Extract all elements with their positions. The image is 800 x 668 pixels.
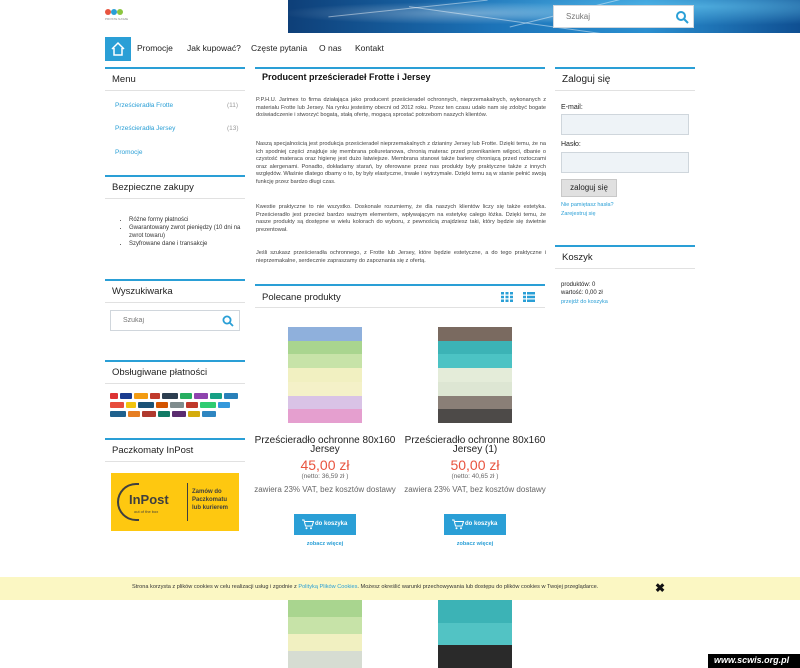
- inpost-logo-sub: out of the box: [134, 509, 159, 514]
- cart-product-count: produktów: 0: [561, 282, 596, 288]
- password-label: Hasło:: [561, 141, 581, 148]
- product-image-stripe: [438, 409, 512, 423]
- product-image-stripe: [438, 354, 512, 368]
- product-image-stripe: [288, 341, 362, 355]
- payment-logo: [170, 402, 184, 408]
- login-button[interactable]: zaloguj się: [561, 179, 617, 197]
- register-link[interactable]: Zarejestruj się: [561, 211, 596, 217]
- payment-logo: [200, 402, 216, 408]
- menu-box-title: Menu: [105, 67, 245, 91]
- product-price: 45,00 zł: [300, 457, 350, 473]
- recommended-title: Polecane produkty: [262, 292, 341, 303]
- header-search: [553, 5, 694, 28]
- nav-item-o-nas[interactable]: O nas: [319, 43, 342, 53]
- inpost-logo: InPost: [129, 492, 169, 507]
- payment-logo: [162, 393, 178, 399]
- product-image[interactable]: [438, 327, 512, 423]
- menu-item-frotte[interactable]: Prześcieradła Frotte: [115, 102, 174, 109]
- product-image[interactable]: [288, 327, 362, 423]
- product-image-stripe: [438, 623, 512, 646]
- see-more-link[interactable]: zobacz więcej: [456, 541, 494, 547]
- header-search-input[interactable]: [554, 6, 672, 27]
- parcel-box: [105, 438, 245, 538]
- product-image-stripe: [288, 409, 362, 423]
- content-paragraph: Kwestie praktyczne to nie wszystko. Doskonale rozumiemy, że dla naszych klientów liczy się także estetyka. Prześcieradło jest przecież bardzo ważnym elementem, wpływającym na estetykę całego łóżka. Dzięki temu, że nasze produkty są dostępne w wielu kolorach do wyboru, z pewnością znajdziesz taki, który będzie się świetnie prezentował.: [256, 204, 546, 233]
- payments-box: [105, 360, 245, 425]
- inpost-text: Zamów do Paczkomatu lub kurierem: [192, 489, 229, 511]
- product-image-stripe: [288, 600, 362, 617]
- password-field[interactable]: [561, 152, 689, 173]
- payment-logo: [150, 393, 160, 399]
- content-paragraph: Jeśli szukasz prześcieradła ochronnego, z Frotte lub Jersey, które będzie estetyczne, a do tego praktyczne i nieprzemakalne, serdecznie zapraszamy do zapoznania się z ofertą.: [256, 250, 546, 264]
- product-image-stripe: [438, 396, 512, 410]
- product-name[interactable]: Prześcieradło ochronne 80x160 Jersey (1): [404, 435, 546, 455]
- email-field[interactable]: [561, 114, 689, 135]
- product-vat: zawiera 23% VAT, bez kosztów dostawy: [254, 485, 396, 494]
- product-image-stripe: [438, 600, 512, 623]
- see-more-link[interactable]: zobacz więcej: [306, 541, 344, 547]
- product-image[interactable]: [288, 600, 362, 668]
- safe-shopping-box: [105, 175, 245, 265]
- product-image-stripe: [288, 327, 362, 341]
- cart-value: wartość: 0,00 zł: [561, 290, 603, 296]
- cookie-text-before: Strona korzysta z plików cookies w celu realizacji usług i zgodnie z: [132, 584, 297, 590]
- payment-logo: [172, 411, 186, 417]
- cookie-text: [132, 584, 598, 590]
- payment-logo: [126, 402, 136, 408]
- safe-shopping-item: • Szyfrowane dane i transakcje: [129, 240, 241, 248]
- payment-logo: [138, 402, 154, 408]
- payment-logo: [194, 393, 208, 399]
- logo-dot-green: [117, 9, 123, 15]
- site-logo[interactable]: [105, 9, 127, 23]
- payment-logo: [110, 402, 124, 408]
- product-image-stripe: [288, 651, 362, 668]
- header: [0, 0, 800, 34]
- product-image-stripe: [438, 382, 512, 396]
- product-image-stripe: [288, 368, 362, 382]
- cookie-bar: [0, 577, 800, 600]
- payment-logo: [180, 393, 192, 399]
- payments-box-title: Obsługiwane płatności: [105, 360, 245, 384]
- menu-item-jersey[interactable]: Prześcieradła Jersey: [115, 125, 176, 132]
- sidebar-search: [110, 310, 240, 331]
- safe-shopping-item: • Różne formy płatności: [129, 216, 241, 224]
- add-to-cart-button[interactable]: [294, 514, 356, 535]
- product-name[interactable]: Prześcieradło ochronne 80x160 Jersey: [254, 435, 396, 455]
- sidebar-search-input[interactable]: [111, 311, 221, 330]
- search-icon[interactable]: [675, 10, 689, 24]
- forgot-password-link[interactable]: Nie pamiętasz hasła?: [561, 202, 614, 208]
- go-to-cart-link[interactable]: przejdź do koszyka: [561, 299, 608, 305]
- menu-item-promocje[interactable]: Promocje: [115, 149, 143, 156]
- header-banner: [288, 0, 800, 33]
- payment-logo: [224, 393, 238, 399]
- watermark: www.scwis.org.pl: [708, 654, 800, 668]
- home-icon: [105, 37, 131, 61]
- payment-logo: [156, 402, 168, 408]
- search-box-title: Wyszukiwarka: [105, 279, 245, 303]
- product-image[interactable]: [438, 600, 512, 668]
- payment-logo: [158, 411, 170, 417]
- parcel-box-title: Paczkomaty InPost: [105, 438, 245, 462]
- cookie-policy-link[interactable]: Polityką Plików Cookies: [298, 584, 358, 590]
- payment-logo: [110, 393, 118, 399]
- home-button[interactable]: [105, 37, 131, 61]
- product-image-stripe: [288, 382, 362, 396]
- grid-view-icon[interactable]: [501, 292, 513, 302]
- nav-item-promocje[interactable]: Promocje: [137, 43, 173, 53]
- product-image-stripe: [438, 327, 512, 341]
- product-image-stripe: [288, 354, 362, 368]
- product-image-stripe: [438, 645, 512, 668]
- payment-logo: [110, 411, 126, 417]
- menu-item-jersey-count: (13): [227, 125, 239, 132]
- payment-logo: [188, 411, 200, 417]
- recommended-header: [255, 284, 545, 308]
- product-netto: (netto: 36,59 zł ): [301, 473, 349, 480]
- product-image-stripe: [438, 341, 512, 355]
- search-box: [105, 279, 245, 341]
- menu-item-frotte-count: (11): [227, 102, 239, 109]
- product-image-stripe: [438, 368, 512, 382]
- product-price: 50,00 zł: [450, 457, 500, 473]
- payment-logo: [218, 402, 230, 408]
- search-icon[interactable]: [222, 315, 234, 327]
- nav-item-czeste-pytania[interactable]: Częste pytania: [251, 43, 308, 53]
- safe-shopping-item: • Gwarantowany zwrot pieniędzy (10 dni na zwrot towaru): [129, 224, 241, 240]
- cookie-text-after: . Możesz określić warunki przechowywania lub dostępu do plików cookies w Twojej przeglądarce.: [357, 584, 599, 590]
- product-image-stripe: [288, 396, 362, 410]
- list-view-icon[interactable]: [523, 292, 535, 302]
- close-icon[interactable]: ✖: [655, 581, 666, 595]
- nav-item-kontakt[interactable]: Kontakt: [355, 43, 384, 53]
- login-box-title: Zaloguj się: [555, 67, 695, 91]
- payment-logo: [128, 411, 140, 417]
- safe-shopping-title: Bezpieczne zakupy: [105, 175, 245, 199]
- payment-logo: [202, 411, 216, 417]
- product-vat: zawiera 23% VAT, bez kosztów dostawy: [404, 485, 546, 494]
- product-image-stripe: [288, 617, 362, 634]
- payment-logo: [120, 393, 132, 399]
- add-to-cart-button[interactable]: [444, 514, 506, 535]
- menu-box: [105, 67, 245, 167]
- safe-shopping-list: [123, 216, 241, 248]
- payment-logos: [110, 390, 242, 422]
- content-paragraph: P.P.H.U. Jarimex to firma działająca jako producent prześcieradeł ochronnych, nieprzemakalnych, wykonanych z materiału Frotte lub Jersey. Na rynku jesteśmy obecni od 2012 roku. Przez ten czasu udało nam się zdobyć bogate doświadczenie i stworzyć bogatą, stałą ofertę, mogącą sprostać potrzebom naszych klientów.: [256, 97, 546, 119]
- cart-icon: [452, 519, 464, 530]
- nav-item-jak-kupowac[interactable]: Jak kupować?: [187, 43, 241, 53]
- add-to-cart-label: do koszyka: [465, 521, 498, 527]
- payment-logo: [142, 411, 156, 417]
- email-label: E-mail:: [561, 104, 583, 111]
- product-image-stripe: [288, 634, 362, 651]
- inpost-divider: [187, 483, 188, 521]
- inpost-banner[interactable]: [111, 473, 239, 531]
- add-to-cart-label: do koszyka: [315, 521, 348, 527]
- payment-logo: [134, 393, 148, 399]
- logo-caption: PROSTE NASZE: [105, 17, 129, 21]
- content-paragraph: Naszą specjalnością jest produkcja prześcieradeł nieprzemakalnych z dzianiny Jersey lub Frotte. Dzięki temu, że na ich spodniej części znajduje się membrana poliuretanowa, chronią materac przed przenikaniem wilgoci, dbanie o czystość materaca oraz higienę jest dużo łatwiejsze. Membrana stanowi także barierę chroniącą przed roztoczami oraz alergenami. Ponadto, dokładamy starań, by oferowane przez nas produkty były praktyczne także z innych względów. Właśnie dlatego dbamy o to, by były elastyczne, trwałe i wytrzymałe. Dzięki temu są w stanie pełnić swoją funkcję przez bardzo długi czas.: [256, 141, 546, 185]
- product-netto: (netto: 40,65 zł ): [451, 473, 499, 480]
- cart-box-title: Koszyk: [555, 245, 695, 269]
- payment-logo: [186, 402, 198, 408]
- cart-icon: [302, 519, 314, 530]
- page-title: Producent prześcieradeł Frotte i Jersey: [255, 67, 545, 85]
- payment-logo: [210, 393, 222, 399]
